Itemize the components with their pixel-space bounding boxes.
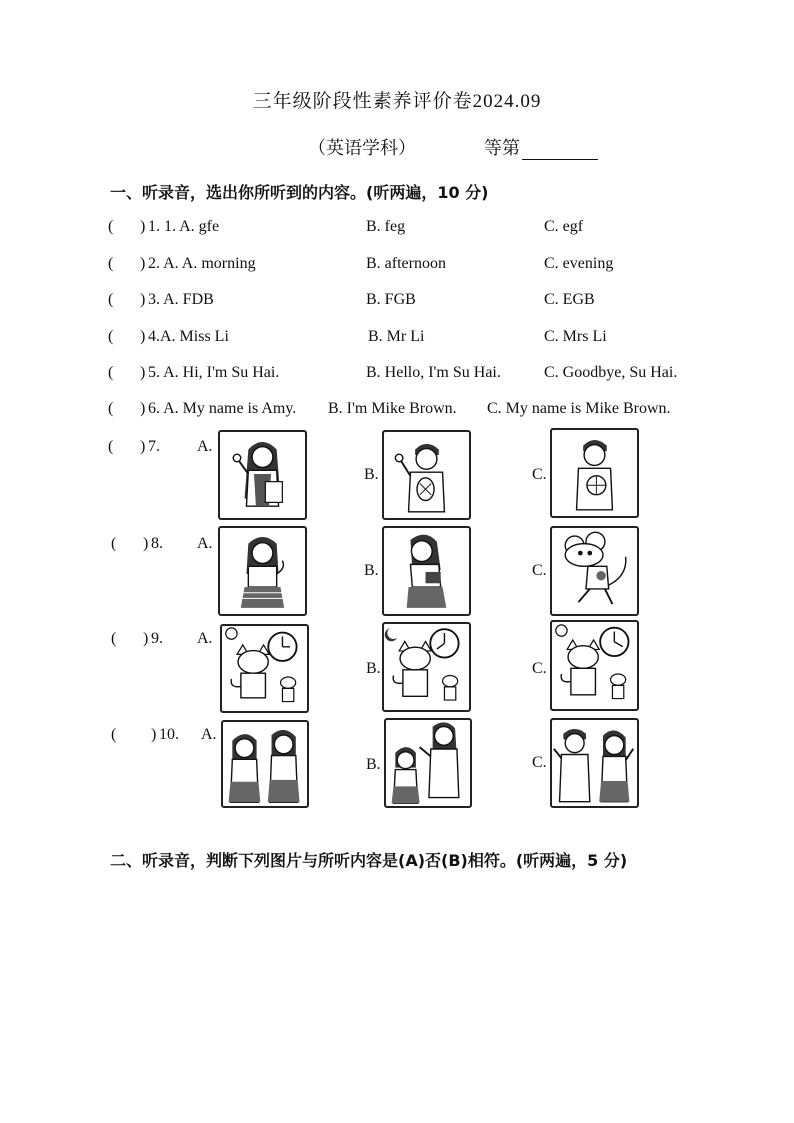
cartoon-mouse-icon — [552, 528, 637, 614]
answer-paren-close: ) — [143, 630, 149, 647]
girl-icon — [220, 528, 305, 614]
answer-paren-open: ( — [108, 218, 114, 235]
question-9-picture-a[interactable] — [220, 624, 309, 713]
answer-paren-open: ( — [108, 438, 114, 455]
answer-paren-close: ) — [140, 328, 146, 345]
question-8-label-b: B. — [364, 562, 379, 579]
answer-paren-close: ) — [151, 726, 157, 743]
question-8-label-a: A. — [197, 535, 213, 552]
subject-label: （英语学科） — [308, 138, 416, 158]
question-7-label-a: A. — [197, 438, 213, 455]
answer-paren-open: ( — [111, 630, 117, 647]
question-7-picture-c[interactable] — [550, 428, 639, 518]
section-1-heading: 一、听录音，选出你所听到的内容。(听两遍，10 分) — [110, 183, 489, 202]
question-10-number: 10. — [159, 726, 179, 743]
boy-and-girl-icon — [552, 720, 637, 806]
answer-paren-close: ) — [140, 364, 146, 381]
boy-with-ball-icon — [552, 430, 637, 516]
cartoon-cat-icon — [568, 646, 598, 669]
answer-paren-close: ) — [140, 400, 146, 417]
question-8-picture-a[interactable] — [218, 526, 307, 616]
cartoon-mouse-icon — [281, 677, 296, 688]
question-4-option-a: 4.A. Miss Li — [148, 328, 229, 345]
question-6-option-b: B. I'm Mike Brown. — [328, 400, 457, 417]
answer-paren-open: ( — [108, 291, 114, 308]
question-3 — [0, 291, 794, 317]
question-10-picture-b[interactable] — [384, 718, 472, 808]
sun-icon — [226, 628, 237, 639]
question-2 — [0, 255, 794, 281]
question-3-option-a: 3. A. FDB — [148, 291, 214, 308]
question-4-option-c: C. Mrs Li — [544, 328, 607, 345]
answer-paren-close: ) — [143, 535, 149, 552]
answer-paren-close: ) — [140, 218, 146, 235]
cartoon-mouse-icon — [443, 676, 458, 687]
question-5-option-a: 5. A. Hi, I'm Su Hai. — [148, 364, 280, 381]
answer-paren-close: ) — [140, 291, 146, 308]
question-9-picture-b[interactable] — [382, 622, 471, 712]
cat-mouse-clock-sun-scene — [552, 622, 637, 709]
question-1-option-a: 1. 1. A. gfe — [148, 218, 220, 235]
question-2-option-b: B. afternoon — [366, 255, 446, 272]
question-1-option-b: B. feg — [366, 218, 406, 235]
question-7-picture-a[interactable] — [218, 430, 307, 520]
question-7-label-c: C. — [532, 466, 547, 483]
question-8-picture-c[interactable] — [550, 526, 639, 616]
question-2-option-c: C. evening — [544, 255, 614, 272]
question-7-number: 7. — [148, 438, 160, 455]
answer-paren-open: ( — [108, 400, 114, 417]
answer-paren-open: ( — [111, 726, 117, 743]
question-3-option-b: B. FGB — [366, 291, 416, 308]
sun-icon — [556, 625, 567, 636]
answer-paren-close: ) — [140, 255, 146, 272]
question-4 — [0, 328, 794, 354]
question-6-option-a: 6. A. My name is Amy. — [148, 400, 297, 417]
question-8-label-c: C. — [532, 562, 547, 579]
question-8-picture-b[interactable] — [382, 526, 471, 616]
grade-label: 等第 — [484, 138, 520, 158]
question-10-label-b: B. — [366, 756, 381, 773]
question-9-number: 9. — [151, 630, 163, 647]
answer-paren-open: ( — [108, 255, 114, 272]
two-girls-icon — [223, 722, 307, 806]
cartoon-mouse-icon — [611, 674, 626, 685]
answer-paren-open: ( — [108, 364, 114, 381]
answer-paren-open: ( — [111, 535, 117, 552]
cat-mouse-clock-sun-scene — [222, 626, 307, 711]
question-7-label-b: B. — [364, 466, 379, 483]
question-10-label-c: C. — [532, 754, 547, 771]
grade-blank-line[interactable] — [522, 141, 598, 160]
question-9-label-a: A. — [197, 630, 213, 647]
answer-paren-open: ( — [108, 328, 114, 345]
girl-waving-icon — [220, 432, 305, 518]
question-7-picture-b[interactable] — [382, 430, 471, 520]
question-1 — [0, 218, 794, 244]
question-10-picture-a[interactable] — [221, 720, 309, 808]
question-6-option-c: C. My name is Mike Brown. — [487, 400, 671, 417]
question-10-label-a: A. — [201, 726, 217, 743]
question-5-option-c: C. Goodbye, Su Hai. — [544, 364, 678, 381]
question-9-label-c: C. — [532, 660, 547, 677]
question-6 — [0, 400, 794, 426]
cartoon-cat-icon — [400, 647, 430, 670]
question-5 — [0, 364, 794, 390]
cartoon-cat-icon — [238, 651, 268, 674]
question-4-option-b: B. Mr Li — [368, 328, 425, 345]
girl-side-icon — [384, 528, 469, 614]
question-10-picture-c[interactable] — [550, 718, 639, 808]
question-9-picture-c[interactable] — [550, 620, 639, 711]
page-title: 三年级阶段性素养评价卷2024.09 — [252, 91, 542, 112]
section-2-heading: 二、听录音，判断下列图片与所听内容是(A)否(B)相符。(听两遍，5 分) — [110, 851, 628, 870]
answer-paren-close: ) — [140, 438, 146, 455]
question-1-option-c: C. egf — [544, 218, 584, 235]
boy-waving-icon — [384, 432, 469, 518]
question-2-option-a: 2. A. A. morning — [148, 255, 256, 272]
grade-field — [484, 134, 598, 160]
girl-and-woman-icon — [386, 720, 470, 806]
question-3-option-c: C. EGB — [544, 291, 595, 308]
moon-icon — [385, 628, 397, 641]
question-9-label-b: B. — [366, 660, 381, 677]
cat-mouse-clock-moon-scene — [384, 624, 469, 710]
question-5-option-b: B. Hello, I'm Su Hai. — [366, 364, 501, 381]
question-8-number: 8. — [151, 535, 163, 552]
